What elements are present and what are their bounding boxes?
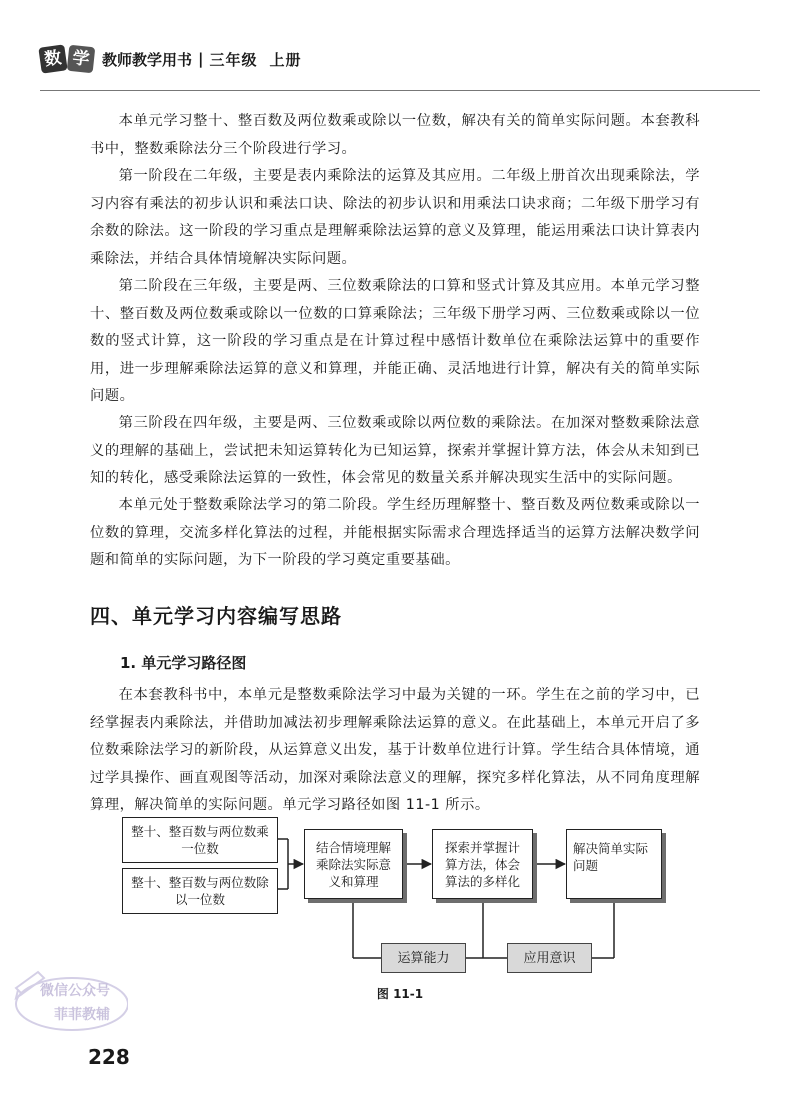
paragraph-path: 在本套教科书中，本单元是整数乘除法学习中最为关键的一环。学生在之前的学习中，已经掌握表内乘除法，并借助加减法初步理解乘除法运算的意义。在此基础上，本单元开启了多位数乘除法学习的新阶段，从运算意义出发，基于计数单位进行计算。学生结合具体情境，通过学具操作、画直观图等活动，加深对乘除法意义的理解，探究多样化算法，从不同角度理解算理，解决简单的实际问题。单元学习路径如图 11-1 所示。: [90, 687, 700, 813]
header-divider: [40, 90, 760, 91]
volume-label: 上册: [269, 50, 302, 69]
paragraph-stage-two: 第二阶段在三年级，主要是两、三位数乘除法的口算和竖式计算及其应用。本单元学习整十、整百数及两位数乘或除以一位数的口算乘除法；三年级下册学习两、三位数乘或除以一位数的竖式计算，这一阶段的学习重点是在计算过程中感悟计数单位在乘除法运算中的重要作用，进一步理解乘除法运算的意义和算理，并能正确、灵活地进行计算，解决有关的简单实际问题。: [90, 278, 700, 404]
understand-meaning-box: 结合情境理解乘除法实际意义和算理: [304, 829, 403, 899]
math-logo: [40, 46, 96, 72]
watermark-line-2: 菲菲教辅: [54, 1007, 110, 1023]
paragraph-unit-position: 本单元处于整数乘除法学习的第二阶段。学生经历理解整十、整百数及两位数乘或除以一位数的算理，交流多样化算法的过程，并能根据实际需求合理选择适当的运算方法解决数学问题和简单的实际问题，为下一阶段的学习奠定重要基础。: [90, 497, 700, 568]
logo-char-1: 数: [38, 44, 67, 73]
paragraph-stage-one: 第一阶段在二年级，主要是表内乘除法的运算及其应用。二年级上册首次出现乘除法，学习内容有乘法的初步认识和乘法口诀、除法的初步认识和用乘法口诀求商；二年级下册学习有余数的除法。这一阶段的学习重点是理解乘除法运算的意义及算理，能运用乘法口诀计算表内乘除法，并结合具体情境解决实际问题。: [90, 168, 700, 267]
figure-caption: 图 11-1: [376, 987, 424, 1001]
section-heading: 四、单元学习内容编写思路: [90, 604, 342, 628]
page-number: 228: [88, 1045, 130, 1069]
input-multiply-box: 整十、整百数与两位数乘一位数: [122, 817, 278, 863]
grade-label: 三年级: [209, 50, 258, 69]
computation-ability-box: 运算能力: [381, 943, 466, 973]
subsection-heading: 1. 单元学习路径图: [120, 654, 247, 672]
logo-char-2: 学: [67, 45, 96, 74]
solve-problems-box: 解决简单实际问题: [566, 829, 662, 899]
watermark-line-1: 微信公众号: [40, 983, 110, 999]
input-divide-box: 整十、整百数与两位数除以一位数: [122, 868, 278, 914]
application-awareness-box: 应用意识: [507, 943, 592, 973]
explore-methods-box: 探索并掌握计算方法，体会算法的多样化: [432, 829, 533, 899]
header-separator: |: [198, 50, 204, 68]
paragraph-intro: 本单元学习整十、整百数及两位数乘或除以一位数，解决有关的简单实际问题。本套教科书中，整数乘除法分三个阶段进行学习。: [90, 113, 700, 157]
grade-volume: [210, 49, 314, 70]
paragraph-stage-three: 第三阶段在四年级，主要是两、三位数乘或除以两位数的乘除法。在加深对整数乘除法意义的理解的基础上，尝试把未知运算转化为已知运算，探索并掌握计算方法，体会从未知到已知的转化，感受乘除法运算的一致性，体会常见的数量关系并解决现实生活中的实际问题。: [90, 415, 700, 486]
running-header: [40, 30, 760, 88]
book-title: 教师教学用书: [102, 50, 193, 69]
watermark: [10, 968, 128, 1036]
